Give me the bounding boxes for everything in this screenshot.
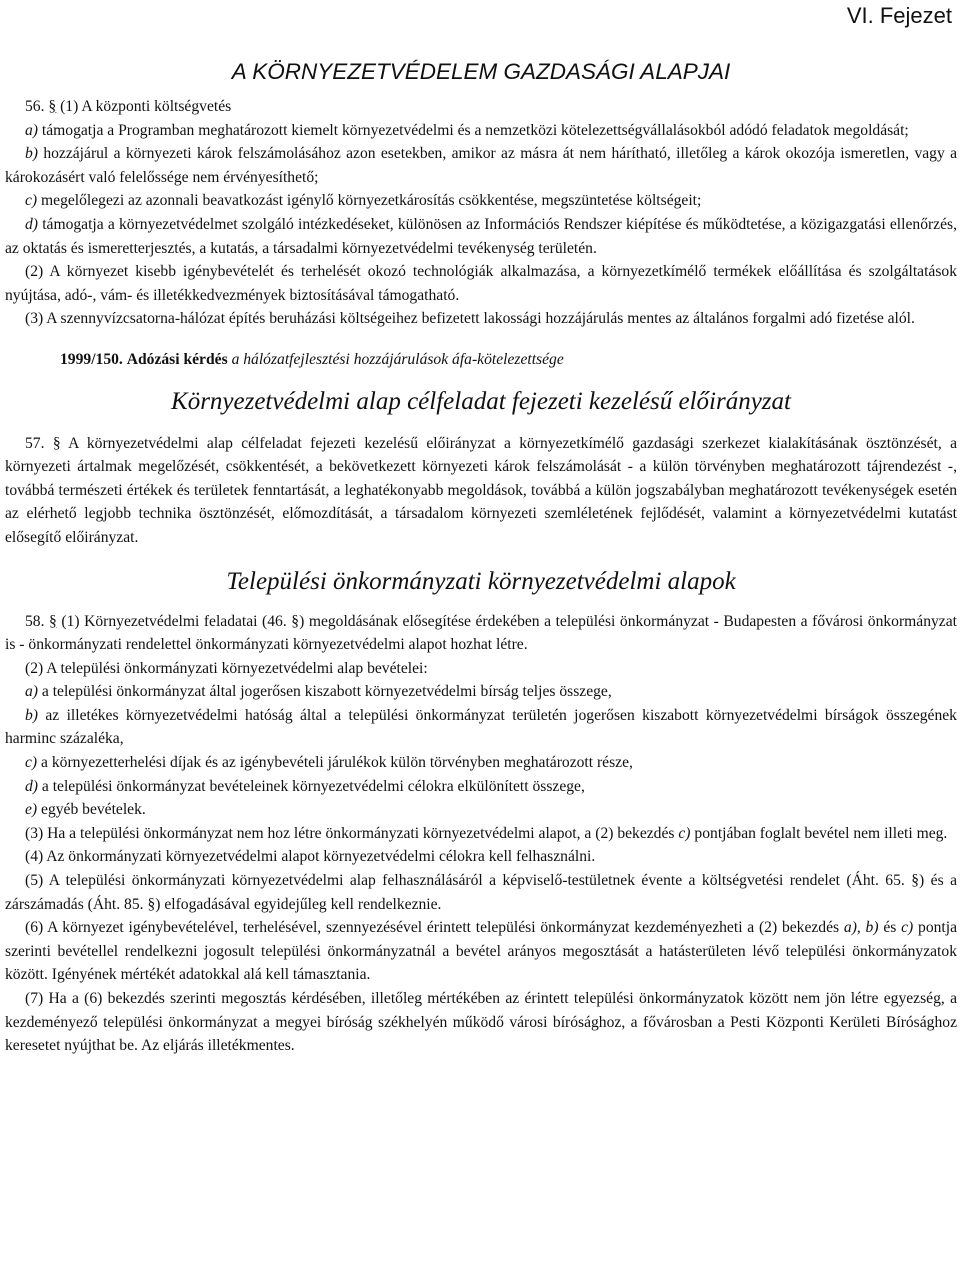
law-reference [5, 348, 957, 372]
law-bold-title: Adózási kérdés [126, 350, 228, 368]
s58-para3 [5, 822, 957, 846]
main-title: A KÖRNYEZETVÉDELEM GAZDASÁGI ALAPJAI [231, 59, 731, 84]
para-text: pontja szerinti bevétellel rendelkezni jogosult települési önkormányzatnál a bevétel arányos megosztását a hatásterületen lévő települési önkormányzatok között. Igényének mértékét adatokkal alá kell támasztania. [5, 919, 957, 984]
item-text: egyéb bevételek. [41, 801, 146, 819]
s58-number: 58. [25, 612, 45, 630]
item-text: támogatja a környezetvédelmet szolgáló intézkedéseket, különösen az Információs Rendszer kiépítése és működtetése, a közigazgatási ellenőrzés, az oktatás és ismeretterjesztés, a kutatás, a társadalmi környezetvédelmi tevékenység területén. [5, 215, 957, 257]
s56-item-d [5, 213, 957, 260]
s58-para7: (7) Ha a (6) bekezdés szerinti megosztás kérdésében, illetőleg mértékében az érintett települési önkormányzatok között nem jön létre egyezség, a kezdeményező települési önkormányzat a megyei bíróság székhelyén működő városi bírósághoz, a fővárosban a Pesti Központi Kerületi Bírósághoz keresetet nyújthat be. Az eljárás illetékmentes. [5, 990, 957, 1055]
s56-p1-intro: (1) A központi költségvetés [60, 98, 232, 115]
para-text: pontjában foglalt bevétel nem illeti meg. [694, 824, 948, 842]
section-title-kva: Környezetvédelmi alap célfeladat fejezeti kezelésű előirányzat [171, 387, 791, 415]
chapter-heading: VI. Fejezet [846, 3, 952, 28]
s58-symbol: § [49, 612, 57, 630]
s57-text: A környezetvédelmi alap célfeladat fejezeti kezelésű előirányzat a környezetkímélő gazdasági szerkezet kialakításának ösztönzését, a környezeti ártalmak megelőzését, csökkentését, a bekövetkezett környezeti károk felszámolását - a külön törvényben meghatározott tájrendezést -, továbbá természeti értékek és területek fenntartását, a leghatékonyabb megoldások, továbbá a külön jogszabályban meghatározott tevékenységek esetén az elérhető legjobb technika ösztönzését, előmozdítását, a társadalom környezeti szemléletének fejlődését, valamint a környezetvédelmi kutatást elősegítő előirányzat. [5, 434, 958, 546]
item-text: hozzájárul a környezeti károk felszámolásához azon esetekben, amikor az másra át nem hárítható, illetőleg a károk okozója ismeretlen, vagy a károkozásért való felelőssége nem érvényesíthető; [5, 145, 957, 186]
item-ref: c) [901, 919, 914, 937]
s56-item-a [5, 119, 957, 143]
section-title-local: Települési önkormányzati környezetvédelmi alapok [226, 567, 736, 595]
s58-para4: (4) Az önkormányzati környezetvédelmi alapot környezetvédelmi célokra kell felhasználni. [25, 848, 596, 866]
s56-number: 56. [25, 98, 45, 115]
s57-para [5, 432, 957, 550]
item-ref: c) [678, 824, 691, 842]
s56-para3: (3) A szennyvízcsatorna-hálózat építés beruházási költségeihez befizetett lakossági hozzájárulás mentes az általános forgalmi adó fizetése alól. [25, 310, 915, 328]
item-mark: a) [25, 683, 38, 701]
item-mark: c) [25, 192, 38, 210]
s58-item-a [5, 680, 957, 704]
item-mark: b) [25, 706, 38, 724]
item-text: a települési önkormányzat bevételeinek környezetvédelmi célokra elkülönített összege, [41, 777, 585, 795]
s58-item-b [5, 704, 957, 751]
para-text: (3) Ha a települési önkormányzat nem hoz létre önkormányzati környezetvédelmi alapot, a (2) bekezdés [25, 824, 675, 842]
item-text: támogatja a Programban meghatározott kiemelt környezetvédelmi és a nemzetközi kötelezettségvállalásokból adódó feladatok megoldását; [41, 121, 909, 139]
para-text: és [883, 919, 897, 937]
s57-number: 57. [25, 434, 45, 452]
item-mark: d) [25, 215, 38, 233]
s56-item-b [5, 142, 957, 189]
s58-para5: (5) A települési önkormányzati környezetvédelmi alap felhasználásáról a képviselő-testületnek évente a költségvetési rendelet (Áht. 65. §) és a zárszámadás (Áht. 85. §) elfogadásával egyidejűleg kell rendelkeznie. [5, 872, 957, 913]
s56-para2: (2) A környezet kisebb igénybevételét és terhelését okozó technológiák alkalmazása, a környezetkímélő termékek előállítása és szolgáltatások nyújtása, adó-, vám- és illetékkedvezmények biztosításával támogatható. [5, 263, 957, 304]
item-ref: a), b) [843, 919, 879, 937]
item-text: a települési önkormányzat által jogerősen kiszabott környezetvédelmi bírság teljes összege, [41, 683, 612, 701]
item-mark: b) [25, 145, 38, 163]
s58-para1 [5, 610, 957, 657]
s58-para2-intro: (2) A települési önkormányzati környezetvédelmi alap bevételei: [25, 659, 428, 677]
item-text: megelőlegezi az azonnali beavatkozást igénylő környezetkárosítás csökkentése, megszüntetése költségeit; [41, 192, 702, 210]
para-text: (6) A környezet igénybevételével, terhelésével, szennyezésével érintett települési önkormányzat kezdeményezheti a (2) bekezdés [25, 919, 840, 937]
s58-item-e [5, 798, 957, 822]
s56-symbol: § [48, 98, 57, 115]
law-italic-subtitle: a hálózatfejlesztési hozzájárulások áfa-kötelezettsége [231, 350, 564, 368]
s58-item-c [5, 751, 957, 775]
document-page [5, 0, 957, 1280]
item-mark: a) [25, 121, 38, 139]
s58-para6 [5, 916, 957, 987]
item-mark: d) [25, 777, 38, 795]
law-number: 1999/150. [60, 350, 123, 368]
s57-symbol: § [52, 434, 61, 452]
item-text: a környezetterhelési díjak és az igénybevételi járulékok külön törvényben meghatározott része, [41, 754, 633, 772]
item-mark: c) [25, 754, 38, 772]
s56-para1 [5, 95, 957, 119]
item-text: az illetékes környezetvédelmi hatóság által a települési önkormányzat területén jogerősen kiszabott környezetvédelmi bírságok összegének harminc százaléka, [5, 706, 957, 748]
s58-p1: (1) Környezetvédelmi feladatai (46. §) megoldásának elősegítése érdekében a települési önkormányzat - Budapesten a fővárosi önkormányzat is - önkormányzati rendelettel önkormányzati környezetvédelmi alapot hozhat létre. [5, 612, 957, 654]
item-mark: e) [25, 801, 38, 819]
s58-item-d [5, 775, 957, 799]
s56-item-c [5, 189, 957, 213]
